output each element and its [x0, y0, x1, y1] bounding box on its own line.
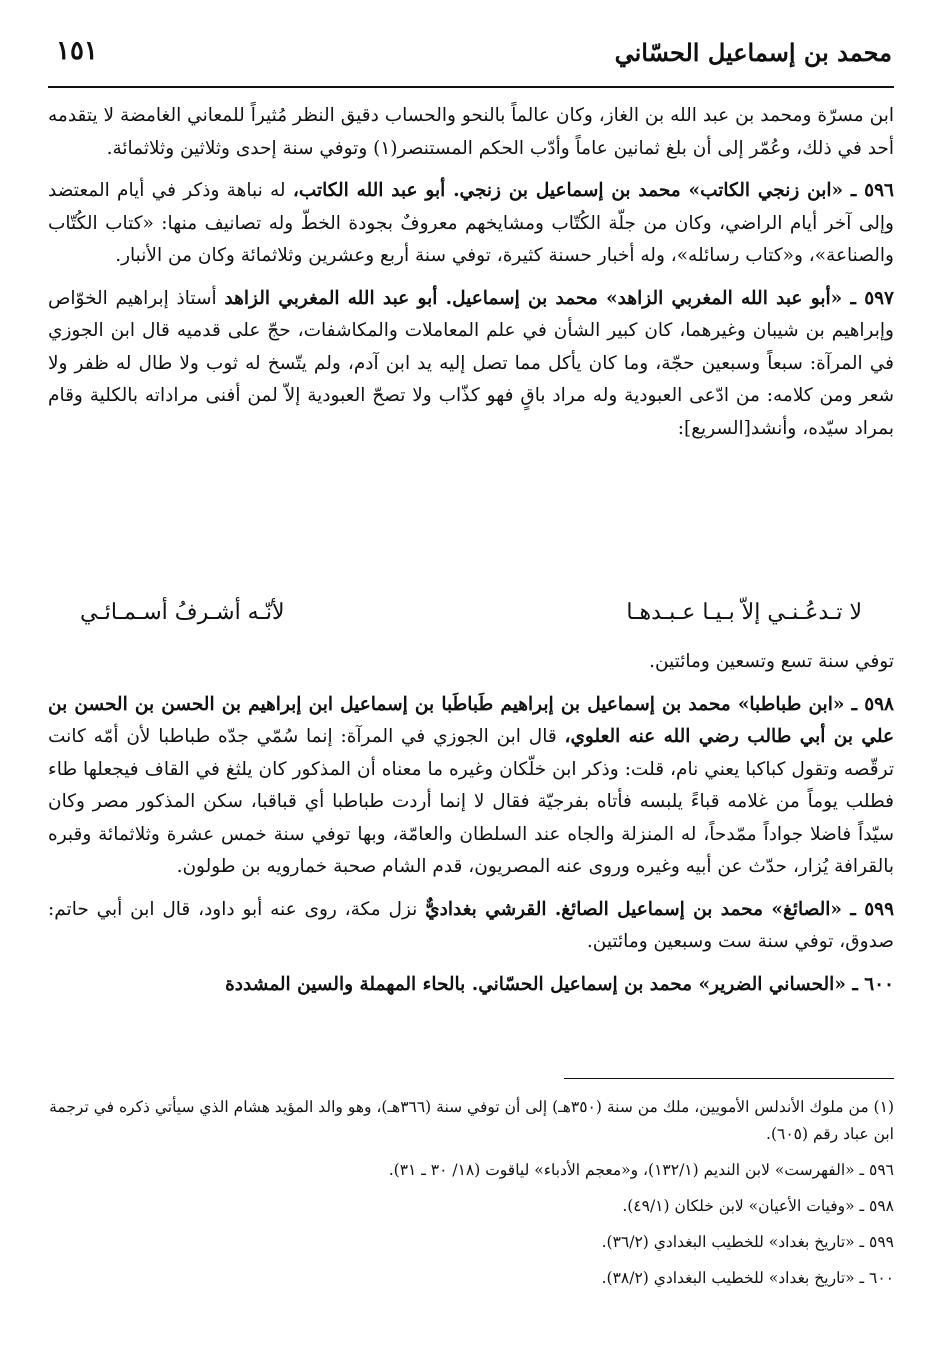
poem-verse	[80, 590, 862, 634]
entry-600-heading: ٦٠٠ ـ «الحساني الضرير» محمد بن إسماعيل الحسّاني. بالحاء المهملة والسين المشددة	[225, 973, 894, 995]
entry-598	[48, 689, 894, 884]
verse-hemistich-first: لا تـدعُـنـي إلاّ بـيـا عـبـدهـا	[626, 599, 862, 625]
entry-599-text: نزل مكة، روى عنه أبو داود، قال ابن أبي حاتم: صدوق، توفي سنة ست وسبعين ومائتين.	[48, 898, 894, 952]
entry-597	[48, 283, 894, 446]
entry-596-text: له نباهة وذكر في أيام المعتضد وإلى آخر أيام الراضي، وكان من جلّة الكُتّاب ومشايخهم معروفٌ بجودة الخطّ وله تصانيف منها: «كتاب الكُتّاب والصناعة»، و«كتاب رسائله»، وله أخبار حسنة كثيرة، توفي سنة أربع وعشرين وثلاثمائة وكان من الأنبار.	[48, 180, 894, 266]
footnote-600: ٦٠٠ ـ «تاريخ بغداد» للخطيب البغدادي (٣٨/٢).	[601, 1269, 894, 1287]
page-number: ١٥١	[56, 36, 98, 66]
footnote-599: ٥٩٩ ـ «تاريخ بغداد» للخطيب البغدادي (٣٦/٢).	[601, 1233, 894, 1251]
entry-600	[48, 969, 894, 1002]
entry-599-heading: ٥٩٩ ـ «الصائغ» محمد بن إسماعيل الصائغ. القرشي بغداديٌّ	[425, 898, 895, 920]
entry-597-heading: ٥٩٧ ـ «أبو عبد الله المغربي الزاهد» محمد بن إسماعيل. أبو عبد الله المغربي الزاهد	[224, 287, 894, 309]
footnote-divider	[564, 1078, 894, 1079]
entry-598-heading: ٥٩٨ ـ «ابن طباطبا» محمد بن إسماعيل بن إبراهيم طَباطَبا بن إسماعيل ابن إبراهيم بن الحسن بن الحسن بن علي بن أبي طالب رضي الله عنه العلوي،	[48, 693, 894, 747]
entry-599	[48, 894, 894, 959]
running-title: محمد بن إسماعيل الحسّاني	[614, 38, 892, 67]
entry-597-text: أستاذ إبراهيم الخوّاص وإبراهيم بن شيبان وغيرهما، كان كبير الشأن في علم المعاملات والمكاشفات، حجّ على قدميه قال ابن الجوزي في المرآة: سبعاً وسبعين حجّة، وما كان يأكل مما تصل إليه يد ابن آدم، ولم يتّسخ له ثوب ولا طال له ظفر ولا شعر ومن كلامه: من ادّعى العبودية وله مراد باقٍ فهو كذّاب ولا تصحّ العبودية إلاّ لمن أفنى مراداته بالكلية وقام بمراد سيّده، وأنشد[السريع]:	[48, 287, 894, 439]
entry-598-text: قال ابن الجوزي في المرآة: إنما سُمّي جدّه طباطبا لأن أمّه كانت ترقّصه وتقول كباكبا يعني نام، قلت: وذكر ابن خلّكان وغيره ما معناه أن المذكور كان يلثغ في القاف فيجعلها طاء فطلب يوماً من غلامه قباءً يلبسه فأتاه بفرجيّة فقال لا إنما أردت طباطبا أي قباقبا، سكن المذكور مصر وكان سيّداً فاضلا جواداً ممّدحاً، له المنزلة والجاه عند السلطان والعامّة، وبها توفي سنة خمس عشرة وثلاثمائة وقبره بالقرافة يُزار، حدّث عن أبيه وغيره وروى عنه المصريون، قدم الشام صحبة خمارويه بن طولون.	[48, 726, 894, 877]
entry-596-heading: ٥٩٦ ـ «ابن زنجي الكاتب» محمد بن إسماعيل بن زنجي. أبو عبد الله الكاتب،	[292, 180, 894, 201]
footnote-596: ٥٩٦ ـ «الفهرست» لابن النديم (١٣٢/١)، و«معجم الأدباء» لياقوت (١٨/ ٣٠ ـ ٣١).	[388, 1161, 894, 1179]
footnote-598: ٥٩٨ ـ «وفيات الأعيان» لابن خلكان (٤٩/١).	[622, 1197, 894, 1215]
main-text-bottom	[48, 646, 894, 1011]
entry-596	[48, 175, 894, 273]
footnotes	[48, 1094, 894, 1301]
main-text-top	[48, 100, 894, 455]
page-header	[48, 30, 894, 88]
verse-hemistich-second: لأنّـه أشـرفُ أسـمـائـي	[80, 599, 285, 625]
paragraph-continuation: ابن مسرّة ومحمد بن عبد الله بن الغاز، وكان عالماً بالنحو والحساب دقيق النظر مُثيراً للمعاني الغامضة لا يتقدمه أحد في ذلك، وعُمّر إلى أن بلغ ثمانين عاماً وأدّب الحكم المستنصر(١) وتوفي سنة إحدى وثلاثين وثلاثمائة.	[48, 105, 894, 159]
footnote-1: (١) من ملوك الأندلس الأمويين، ملك من سنة (٣٥٠هـ) إلى أن توفي سنة (٣٦٦هـ)، وهو والد المؤيد هشام الذي سيأتي ذكره في ترجمة ابن عباد رقم (٦٠٥).	[49, 1098, 894, 1143]
entry-597-ending: توفي سنة تسع وتسعين ومائتين.	[649, 651, 894, 672]
